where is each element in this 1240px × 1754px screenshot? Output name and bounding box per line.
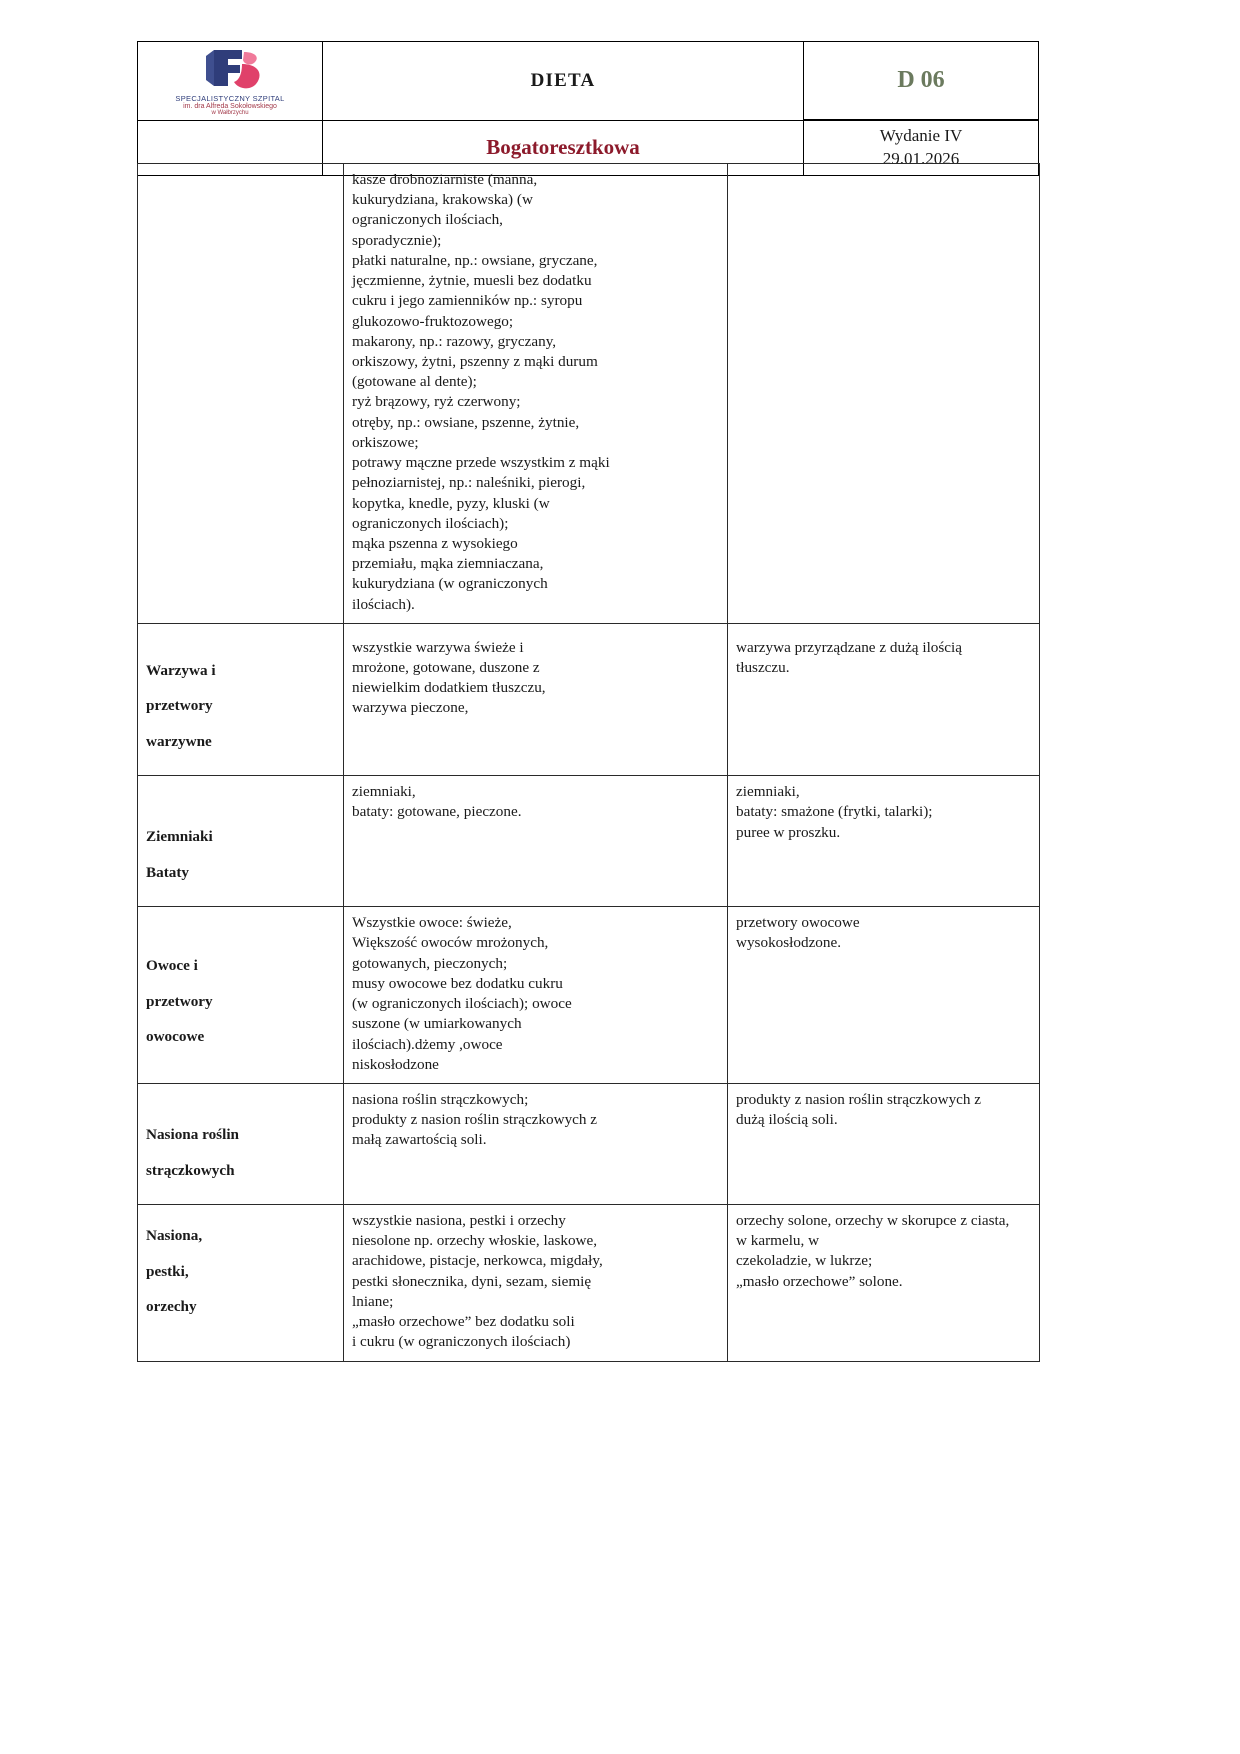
line: wysokosłodzone. bbox=[736, 934, 842, 952]
line: (gotowane al dente); bbox=[352, 373, 477, 391]
line: bataty: gotowane, pieczone. bbox=[352, 803, 522, 821]
category-line: owocowe bbox=[146, 1028, 205, 1046]
row-forbidden bbox=[728, 1204, 1040, 1361]
category-line: strączkowych bbox=[146, 1161, 235, 1179]
line: warzywa pieczone, bbox=[352, 699, 469, 717]
line: ograniczonych ilościach); bbox=[352, 514, 509, 532]
line: kopytka, knedle, pyzy, kluski (w bbox=[352, 494, 550, 512]
line: cukru i jego zamienników np.: syropu bbox=[352, 292, 583, 310]
line: kasze drobnoziarniste (manna, bbox=[352, 171, 538, 188]
line: lniane; bbox=[352, 1292, 394, 1310]
line: kukurydziana (w ograniczonych bbox=[352, 575, 548, 593]
line: mąka pszenna z wysokiego bbox=[352, 534, 518, 552]
line: niesolone np. orzechy włoskie, laskowe, bbox=[352, 1232, 598, 1250]
line: makarony, np.: razowy, gryczany, bbox=[352, 332, 557, 350]
row-category bbox=[138, 164, 344, 624]
diet-code: D 06 bbox=[897, 66, 945, 93]
row-forbidden bbox=[728, 164, 1040, 624]
line: przemiału, mąka ziemniaczana, bbox=[352, 555, 544, 573]
table-row bbox=[138, 1083, 1040, 1204]
line: dużą ilością soli. bbox=[736, 1111, 838, 1129]
category-line: Nasiona, bbox=[146, 1227, 203, 1245]
table-row bbox=[138, 907, 1040, 1084]
line: płatki naturalne, np.: owsiane, gryczane, bbox=[352, 251, 598, 269]
line: puree w proszku. bbox=[736, 823, 841, 841]
table-row bbox=[138, 164, 1040, 624]
line: arachidowe, pistacje, nerkowca, migdały, bbox=[352, 1252, 603, 1270]
line: orkiszowy, żytni, pszenny z mąki durum bbox=[352, 352, 598, 370]
line: warzywa przyrządzane z dużą ilością bbox=[736, 638, 962, 656]
row-allowed bbox=[344, 1204, 728, 1361]
line: potrawy mączne przede wszystkim z mąki bbox=[352, 454, 610, 472]
row-category bbox=[138, 1083, 344, 1204]
row-forbidden bbox=[728, 907, 1040, 1084]
line: tłuszczu. bbox=[736, 659, 790, 677]
line: sporadycznie); bbox=[352, 231, 442, 249]
row-allowed bbox=[344, 907, 728, 1084]
category-line: Warzywa i bbox=[146, 662, 216, 679]
diet-table bbox=[137, 163, 1040, 1362]
row-category bbox=[138, 1204, 344, 1361]
row-category bbox=[138, 907, 344, 1084]
line: wszystkie warzywa świeże i bbox=[352, 638, 524, 656]
line: w karmelu, w bbox=[736, 1232, 820, 1250]
logo-line-3: w Wałbrzychu bbox=[211, 109, 249, 116]
line: musy owocowe bez dodatku cukru bbox=[352, 974, 563, 992]
line: niewielkim dodatkiem tłuszczu, bbox=[352, 679, 546, 697]
row-allowed bbox=[344, 776, 728, 907]
table-row bbox=[138, 1204, 1040, 1361]
category-line: warzywne bbox=[146, 732, 212, 750]
category-line: przetwory bbox=[146, 697, 213, 715]
line: ryż brązowy, ryż czerwony; bbox=[352, 393, 521, 411]
row-forbidden bbox=[728, 623, 1040, 775]
header-title-cell bbox=[323, 42, 804, 120]
line: „masło orzechowe” bez dodatku soli bbox=[352, 1313, 575, 1331]
category-line: Owoce i bbox=[146, 957, 198, 975]
line: orkiszowe; bbox=[352, 433, 419, 451]
row-category bbox=[138, 623, 344, 775]
hospital-logo-cell bbox=[138, 42, 323, 120]
line: produkty z nasion roślin strączkowych z bbox=[736, 1090, 982, 1108]
logo-line-2: im. dra Alfreda Sokołowskiego bbox=[183, 102, 277, 110]
header-code-cell bbox=[804, 42, 1038, 120]
line: produkty z nasion roślin strączkowych z bbox=[352, 1111, 598, 1129]
line: gotowanych, pieczonych; bbox=[352, 954, 508, 972]
line: pestki słonecznika, dyni, sezam, siemię bbox=[352, 1272, 592, 1290]
row-allowed bbox=[344, 164, 728, 624]
line: ziemniaki, bbox=[736, 783, 800, 801]
line: i cukru (w ograniczonych ilościach) bbox=[352, 1333, 571, 1351]
table-row bbox=[138, 776, 1040, 907]
line: nasiona roślin strączkowych; bbox=[352, 1090, 529, 1108]
category-line: orzechy bbox=[146, 1297, 197, 1315]
line: przetwory owocowe bbox=[736, 914, 860, 932]
row-allowed bbox=[344, 623, 728, 775]
line: pełnoziarnistej, np.: naleśniki, pierogi, bbox=[352, 474, 586, 492]
line: ograniczonych ilościach, bbox=[352, 211, 503, 229]
table-row bbox=[138, 623, 1040, 775]
category-line: Nasiona roślin bbox=[146, 1126, 239, 1144]
category-line: pestki, bbox=[146, 1262, 189, 1280]
line: kukurydziana, krakowska) (w bbox=[352, 191, 533, 209]
line: jęczmienne, żytnie, muesli bez dodatku bbox=[352, 272, 592, 290]
line: mrożone, gotowane, duszone z bbox=[352, 659, 540, 677]
edition-label: Wydanie IV bbox=[879, 125, 963, 145]
line: (w ograniczonych ilościach); owoce bbox=[352, 995, 572, 1013]
document-title: DIETA bbox=[530, 69, 596, 91]
diet-name: Bogatoresztkowa bbox=[486, 135, 640, 159]
category-line: Bataty bbox=[146, 863, 190, 881]
logo-line-1: SPECJALISTYCZNY SZPITAL bbox=[175, 94, 285, 103]
hospital-logo-icon bbox=[184, 46, 276, 92]
header-row-top bbox=[138, 42, 1038, 120]
line: ilościach).dżemy ,owoce bbox=[352, 1035, 503, 1053]
line: suszone (w umiarkowanych bbox=[352, 1015, 522, 1033]
line: „masło orzechowe” solone. bbox=[736, 1272, 903, 1290]
line: Większość owoców mrożonych, bbox=[352, 934, 549, 952]
line: orzechy solone, orzechy w skorupce z ciasta, bbox=[736, 1211, 1010, 1229]
line: niskosłodzone bbox=[352, 1055, 439, 1073]
line: bataty: smażone (frytki, talarki); bbox=[736, 803, 933, 821]
hospital-logo bbox=[145, 46, 315, 116]
edition-date: 29.01.2026 bbox=[882, 148, 960, 168]
row-category bbox=[138, 776, 344, 907]
line: wszystkie nasiona, pestki i orzechy bbox=[352, 1211, 566, 1229]
line: Wszystkie owoce: świeże, bbox=[352, 914, 512, 932]
row-forbidden bbox=[728, 1083, 1040, 1204]
diet-table-body bbox=[138, 164, 1040, 1362]
line: ziemniaki, bbox=[352, 783, 416, 801]
line: glukozowo-fruktozowego; bbox=[352, 312, 514, 330]
document-header bbox=[137, 41, 1039, 176]
line: małą zawartością soli. bbox=[352, 1131, 487, 1149]
line: czekoladzie, w lukrze; bbox=[736, 1252, 873, 1270]
category-line: przetwory bbox=[146, 992, 213, 1010]
line: ilościach). bbox=[352, 595, 415, 613]
row-allowed bbox=[344, 1083, 728, 1204]
line: otręby, np.: owsiane, pszenne, żytnie, bbox=[352, 413, 580, 431]
category-line: Ziemniaki bbox=[146, 828, 213, 846]
row-forbidden bbox=[728, 776, 1040, 907]
